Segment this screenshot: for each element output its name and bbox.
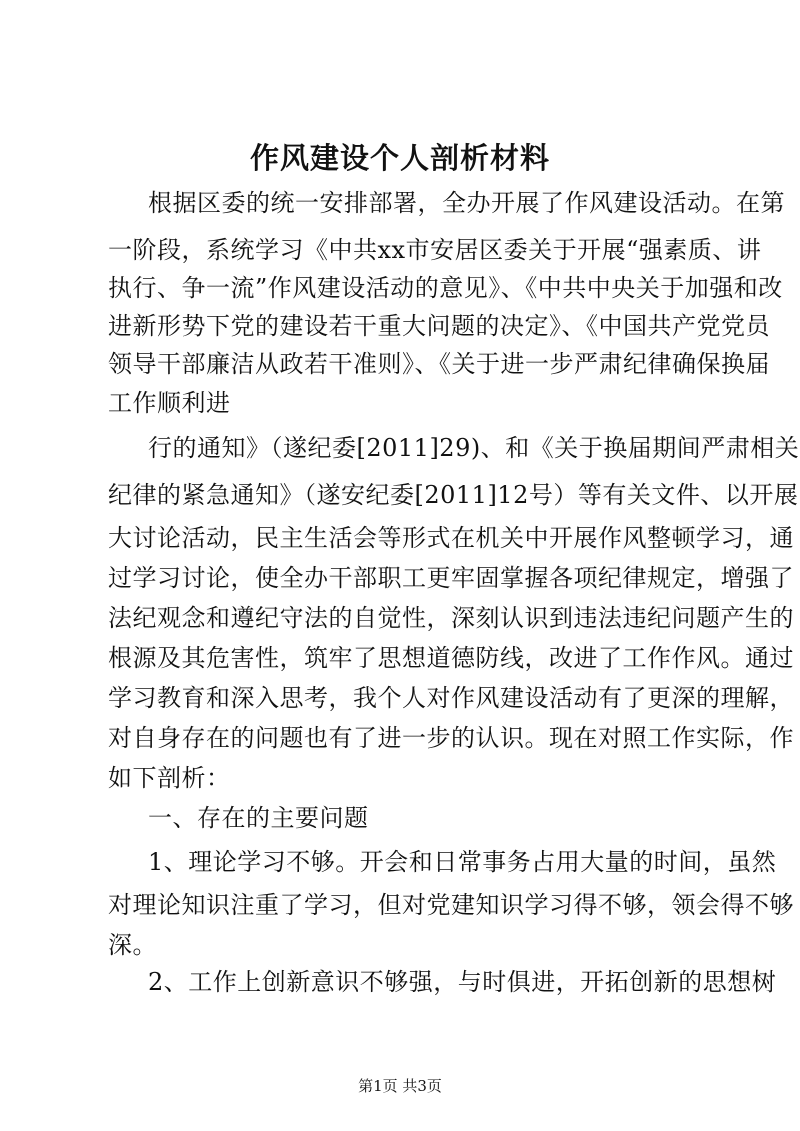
paragraph-line: 进新形势下党的建设若干重大问题的决定》、《中国共产党党员 (108, 312, 770, 340)
section-heading: 一、存在的主要问题 (148, 804, 369, 832)
paragraph-line: 如下剖析： (108, 764, 231, 792)
paragraph-line: 根源及其危害性，筑牢了思想道德防线，改进了工作作风。通过 (108, 644, 794, 672)
paragraph-line: 对理论知识注重了学习，但对党建知识学习得不够，领会得不够 (108, 891, 794, 919)
paragraph-line: 领导干部廉洁从政若干准则》、《关于进一步严肃纪律确保换届 (108, 350, 770, 378)
paragraph-line: 1、理论学习不够。开会和日常事务占用大量的时间，虽然 (148, 848, 777, 876)
document-title: 作风建设个人剖析材料 (249, 141, 550, 175)
paragraph-line: 法纪观念和遵纪守法的自觉性，深刻认识到违法违纪问题产生的 (108, 604, 794, 632)
paragraph-line: 执行、争一流”作风建设活动的意见》、《中共中央关于加强和改 (108, 274, 783, 302)
paragraph-line: 学习教育和深入思考，我个人对作风建设活动有了更深的理解， (108, 684, 794, 712)
paragraph-line: 深。 (108, 931, 157, 959)
paragraph-line: 工作顺利进 (108, 389, 231, 417)
paragraph-line: 大讨论活动，民主生活会等形式在机关中开展作风整顿学习，通 (108, 524, 794, 552)
paragraph-line: 根据区委的统一安排部署，全办开展了作风建设活动。在第 (148, 189, 785, 217)
paragraph-line: 2、工作上创新意识不够强，与时俱进，开拓创新的思想树 (148, 968, 777, 996)
paragraph-line: 行的通知》（遂纪委[2011]29)、和《关于换届期间严肃相关 (148, 434, 800, 462)
paragraph-line: 纪律的紧急通知》（遂安纪委[2011]12号）等有关文件、以开展 (108, 481, 799, 509)
page-footer: 第1页 共3页 (358, 1077, 442, 1095)
paragraph-line: 对自身存在的问题也有了进一步的认识。现在对照工作实际，作 (108, 724, 794, 752)
paragraph-line: 一阶段，系统学习《中共xx市安居区委关于开展“强素质、讲 (108, 236, 762, 264)
paragraph-line: 过学习讨论，使全办干部职工更牢固掌握各项纪律规定，增强了 (108, 564, 794, 592)
